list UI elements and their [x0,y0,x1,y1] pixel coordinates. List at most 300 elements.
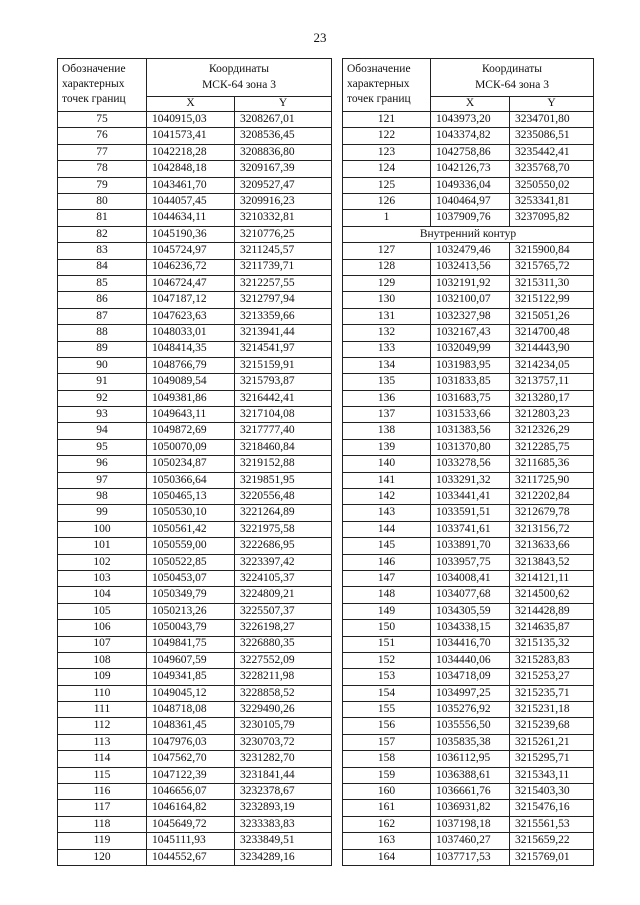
table-row [58,341,332,357]
point-number: 97 [58,472,147,488]
x-coordinate: 1037717,53 [431,849,510,865]
point-number: 83 [58,243,147,259]
point-number: 113 [58,734,147,750]
x-coordinate: 1050213,26 [147,603,235,619]
x-coordinate: 1032327,98 [431,308,510,324]
table-row [343,308,594,324]
y-coordinate: 3213359,66 [235,308,332,324]
x-coordinate: 1042848,18 [147,161,235,177]
point-number: 89 [58,341,147,357]
table-row [343,603,594,619]
x-coordinate: 1032479,46 [431,243,510,259]
y-coordinate: 3226880,35 [235,636,332,652]
y-coordinate: 3212326,29 [510,423,594,439]
x-coordinate: 1032413,56 [431,259,510,275]
coordinates-table-left [57,58,332,866]
x-coordinate: 1035556,50 [431,718,510,734]
x-coordinate: 1036112,95 [431,751,510,767]
point-number: 115 [58,767,147,783]
x-coordinate: 1049045,12 [147,685,235,701]
y-coordinate: 3215235,71 [510,685,594,701]
y-coordinate: 3231282,70 [235,751,332,767]
x-coordinate: 1046164,82 [147,800,235,816]
point-number: 138 [343,423,431,439]
y-coordinate: 3235442,41 [510,144,594,160]
y-coordinate: 3219152,88 [235,456,332,472]
point-number: 107 [58,636,147,652]
table-row [343,407,594,423]
x-coordinate: 1040915,03 [147,112,235,128]
point-number: 147 [343,570,431,586]
y-coordinate: 3250550,02 [510,177,594,193]
x-coordinate: 1047623,63 [147,308,235,324]
coordinate-system: МСК-64 зона 3 [475,78,549,91]
x-coordinate: 1033891,70 [431,538,510,554]
point-number: 139 [343,439,431,455]
table-row [343,112,594,128]
point-number: 129 [343,275,431,291]
x-coordinate: 1031833,85 [431,374,510,390]
y-coordinate: 3210332,81 [235,210,332,226]
y-coordinate: 3214234,05 [510,357,594,373]
x-coordinate: 1050561,42 [147,521,235,537]
y-coordinate: 3221975,58 [235,521,332,537]
point-number: 121 [343,112,431,128]
table-row [343,357,594,373]
x-coordinate: 1040464,97 [431,193,510,209]
table-row [343,439,594,455]
inner-contour-subheader: Внутренний контур [343,226,594,242]
table-row [343,505,594,521]
point-number: 91 [58,374,147,390]
y-coordinate: 3215900,84 [510,243,594,259]
x-coordinate: 1047187,12 [147,292,235,308]
point-number: 160 [343,784,431,800]
point-number: 141 [343,472,431,488]
table-row [343,325,594,341]
table-row [343,800,594,816]
point-number: 125 [343,177,431,193]
y-coordinate: 3224105,37 [235,570,332,586]
point-number: 146 [343,554,431,570]
x-coordinate: 1045111,93 [147,833,235,849]
x-coordinate: 1031683,75 [431,390,510,406]
table-row [58,292,332,308]
point-number: 143 [343,505,431,521]
x-coordinate: 1034440,06 [431,652,510,668]
y-coordinate: 3231841,44 [235,767,332,783]
y-coordinate: 3215135,32 [510,636,594,652]
table-row [58,275,332,291]
point-number: 78 [58,161,147,177]
y-coordinate: 3217104,08 [235,407,332,423]
y-coordinate: 3212679,78 [510,505,594,521]
y-coordinate: 3215476,16 [510,800,594,816]
x-coordinate: 1034338,15 [431,620,510,636]
point-number: 81 [58,210,147,226]
y-coordinate: 3230105,79 [235,718,332,734]
table-row [343,718,594,734]
point-number: 126 [343,193,431,209]
point-number: 145 [343,538,431,554]
y-coordinate: 3211685,36 [510,456,594,472]
y-coordinate: 3226198,27 [235,620,332,636]
point-number: 102 [58,554,147,570]
table-row [343,587,594,603]
x-coordinate: 1048718,08 [147,702,235,718]
point-number: 1 [343,210,431,226]
table-row [58,718,332,734]
point-number: 94 [58,423,147,439]
point-number: 162 [343,816,431,832]
table-row [343,341,594,357]
y-coordinate: 3211245,57 [235,243,332,259]
x-coordinate: 1048033,01 [147,325,235,341]
x-coordinate: 1033291,32 [431,472,510,488]
point-number: 142 [343,489,431,505]
table-row [343,390,594,406]
point-number: 161 [343,800,431,816]
point-number: 128 [343,259,431,275]
table-row [343,210,594,226]
x-column-header: X [147,97,235,112]
y-coordinate: 3234701,80 [510,112,594,128]
point-number: 80 [58,193,147,209]
x-coordinate: 1047122,39 [147,767,235,783]
x-coordinate: 1035835,38 [431,734,510,750]
y-coordinate: 3227552,09 [235,652,332,668]
x-coordinate: 1045724,97 [147,243,235,259]
table-row [58,210,332,226]
point-number: 106 [58,620,147,636]
x-coordinate: 1050349,79 [147,587,235,603]
point-number: 109 [58,669,147,685]
table-row [58,751,332,767]
y-coordinate: 3214500,62 [510,587,594,603]
table-row [343,620,594,636]
point-number: 123 [343,144,431,160]
point-number: 99 [58,505,147,521]
table-row [58,521,332,537]
table-row [343,489,594,505]
point-number: 156 [343,718,431,734]
point-number: 93 [58,407,147,423]
point-number: 117 [58,800,147,816]
point-number: 84 [58,259,147,275]
x-coordinate: 1034305,59 [431,603,510,619]
point-number: 110 [58,685,147,701]
x-coordinate: 1031383,56 [431,423,510,439]
point-number: 85 [58,275,147,291]
x-coordinate: 1048361,45 [147,718,235,734]
table-row [58,702,332,718]
point-number: 154 [343,685,431,701]
x-coordinate: 1034718,09 [431,669,510,685]
x-coordinate: 1033957,75 [431,554,510,570]
point-number: 149 [343,603,431,619]
table-row [343,734,594,750]
x-coordinate: 1037909,76 [431,210,510,226]
x-coordinate: 1043461,70 [147,177,235,193]
table-row [58,161,332,177]
table-row [58,259,332,275]
point-number: 90 [58,357,147,373]
point-number: 105 [58,603,147,619]
point-number: 134 [343,357,431,373]
table-row [58,784,332,800]
table-row [58,538,332,554]
x-coordinate: 1036388,61 [431,767,510,783]
table-row [58,144,332,160]
x-coordinate: 1037198,18 [431,816,510,832]
table-row [343,685,594,701]
y-coordinate: 3219851,95 [235,472,332,488]
point-number: 158 [343,751,431,767]
point-number: 92 [58,390,147,406]
x-coordinate: 1034008,41 [431,570,510,586]
y-coordinate: 3234289,16 [235,849,332,865]
table-row [58,243,332,259]
point-number: 157 [343,734,431,750]
y-coordinate: 3213757,11 [510,374,594,390]
table-row [343,423,594,439]
point-number: 130 [343,292,431,308]
point-number: 96 [58,456,147,472]
x-coordinate: 1031370,80 [431,439,510,455]
table-row [58,652,332,668]
table-row [343,702,594,718]
y-coordinate: 3209167,39 [235,161,332,177]
y-coordinate: 3211725,90 [510,472,594,488]
x-coordinate: 1033441,41 [431,489,510,505]
x-coordinate: 1041573,41 [147,128,235,144]
table-row [58,734,332,750]
table-row [343,144,594,160]
y-coordinate: 3215343,11 [510,767,594,783]
y-coordinate: 3214635,87 [510,620,594,636]
table-row [58,587,332,603]
table-row [343,292,594,308]
table-row [58,308,332,324]
x-coordinate: 1034077,68 [431,587,510,603]
point-number: 120 [58,849,147,865]
table-row [58,325,332,341]
point-number: 137 [343,407,431,423]
point-number: 87 [58,308,147,324]
coordinates-header [147,59,332,97]
table-row [343,554,594,570]
table-row [343,259,594,275]
table-row [343,751,594,767]
y-coordinate: 3211739,71 [235,259,332,275]
table-row [58,407,332,423]
x-coordinate: 1047976,03 [147,734,235,750]
table-row [58,177,332,193]
right-table-body-outer [343,112,594,227]
table-row [58,603,332,619]
point-number: 101 [58,538,147,554]
x-coordinate: 1033741,61 [431,521,510,537]
y-coordinate: 3213633,66 [510,538,594,554]
point-number: 116 [58,784,147,800]
y-coordinate: 3208536,45 [235,128,332,144]
x-coordinate: 1036931,82 [431,800,510,816]
point-number: 79 [58,177,147,193]
point-number: 163 [343,833,431,849]
y-coordinate: 3232378,67 [235,784,332,800]
point-number: 127 [343,243,431,259]
y-coordinate: 3215159,91 [235,357,332,373]
x-coordinate: 1031983,95 [431,357,510,373]
y-coordinate: 3229490,26 [235,702,332,718]
y-coordinate: 3212803,23 [510,407,594,423]
table-row [58,390,332,406]
y-coordinate: 3218460,84 [235,439,332,455]
y-coordinate: 3215122,99 [510,292,594,308]
table-row [343,767,594,783]
table-row [58,505,332,521]
y-coordinate: 3214121,11 [510,570,594,586]
point-number: 152 [343,652,431,668]
table-row [58,554,332,570]
point-number: 124 [343,161,431,177]
table-row [58,423,332,439]
x-coordinate: 1031533,66 [431,407,510,423]
x-coordinate: 1033278,56 [431,456,510,472]
x-coordinate: 1032049,99 [431,341,510,357]
point-number: 111 [58,702,147,718]
y-coordinate: 3208836,80 [235,144,332,160]
table-row [343,538,594,554]
x-coordinate: 1047562,70 [147,751,235,767]
x-column-header: X [431,97,510,112]
table-row [343,652,594,668]
table-row [58,849,332,865]
y-coordinate: 3215231,18 [510,702,594,718]
y-coordinate: 3237095,82 [510,210,594,226]
coordinates-title: Координаты [209,63,269,75]
point-number: 104 [58,587,147,603]
y-coordinate: 3228858,52 [235,685,332,701]
point-number: 76 [58,128,147,144]
y-coordinate: 3224809,21 [235,587,332,603]
table-row [58,816,332,832]
x-coordinate: 1050559,00 [147,538,235,554]
x-coordinate: 1050453,07 [147,570,235,586]
x-coordinate: 1050234,87 [147,456,235,472]
table-row [58,636,332,652]
y-coordinate: 3215659,22 [510,833,594,849]
x-coordinate: 1044552,67 [147,849,235,865]
x-coordinate: 1050366,64 [147,472,235,488]
coordinates-header [431,59,594,97]
points-header: Обозначение характерных точек границ [58,59,147,112]
y-coordinate: 3213941,44 [235,325,332,341]
table-row [58,439,332,455]
page-number: 23 [313,30,327,45]
y-coordinate: 3214541,97 [235,341,332,357]
y-coordinate: 3209527,47 [235,177,332,193]
y-coordinate: 3232893,19 [235,800,332,816]
x-coordinate: 1049341,85 [147,669,235,685]
x-coordinate: 1048766,79 [147,357,235,373]
table-row [58,800,332,816]
point-number: 100 [58,521,147,537]
x-coordinate: 1043374,82 [431,128,510,144]
x-coordinate: 1043973,20 [431,112,510,128]
x-coordinate: 1042758,86 [431,144,510,160]
point-number: 131 [343,308,431,324]
table-row [343,472,594,488]
table-row [58,620,332,636]
point-number: 95 [58,439,147,455]
y-coordinate: 3253341,81 [510,193,594,209]
point-number: 112 [58,718,147,734]
table-row [343,636,594,652]
table-row [58,357,332,373]
x-coordinate: 1050043,79 [147,620,235,636]
y-coordinate: 3214428,89 [510,603,594,619]
x-coordinate: 1045190,36 [147,226,235,242]
point-number: 140 [343,456,431,472]
table-row [343,833,594,849]
y-coordinate: 3212285,75 [510,439,594,455]
table-row [58,669,332,685]
table-row [58,570,332,586]
point-number: 159 [343,767,431,783]
y-coordinate: 3215253,27 [510,669,594,685]
point-number: 82 [58,226,147,242]
table-row [343,816,594,832]
y-coordinate: 3213843,52 [510,554,594,570]
x-coordinate: 1048414,35 [147,341,235,357]
table-row [343,161,594,177]
x-coordinate: 1033591,51 [431,505,510,521]
y-coordinate: 3233849,51 [235,833,332,849]
x-coordinate: 1044057,45 [147,193,235,209]
y-coordinate: 3215793,87 [235,374,332,390]
y-coordinate: 3222686,95 [235,538,332,554]
point-number: 118 [58,816,147,832]
point-number: 119 [58,833,147,849]
y-coordinate: 3215403,30 [510,784,594,800]
x-coordinate: 1032100,07 [431,292,510,308]
table-row [343,456,594,472]
y-coordinate: 3230703,72 [235,734,332,750]
x-coordinate: 1044634,11 [147,210,235,226]
point-number: 75 [58,112,147,128]
point-number: 136 [343,390,431,406]
x-coordinate: 1050070,09 [147,439,235,455]
y-coordinate: 3233383,83 [235,816,332,832]
point-number: 153 [343,669,431,685]
x-coordinate: 1049336,04 [431,177,510,193]
table-row [343,570,594,586]
x-coordinate: 1034997,25 [431,685,510,701]
table-row [343,193,594,209]
y-coordinate: 3215769,01 [510,849,594,865]
point-number: 77 [58,144,147,160]
point-number: 148 [343,587,431,603]
x-coordinate: 1035276,92 [431,702,510,718]
table-row [58,193,332,209]
y-coordinate: 3215283,83 [510,652,594,668]
x-coordinate: 1049089,54 [147,374,235,390]
table-row [343,374,594,390]
y-coordinate: 3214700,48 [510,325,594,341]
point-number: 133 [343,341,431,357]
point-number: 151 [343,636,431,652]
